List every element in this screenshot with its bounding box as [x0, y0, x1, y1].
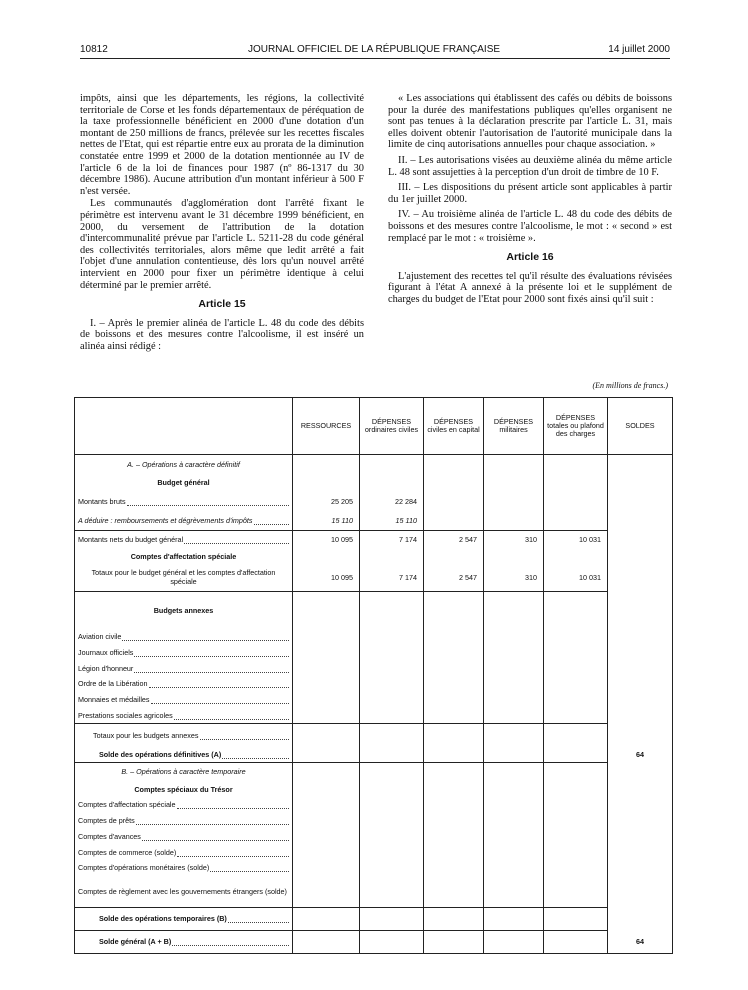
table-row-label: Comptes de prêts	[75, 813, 293, 829]
quoted-paragraph: « Les associations qui établissent des cafés ou débits de boissons pour la durée des manifestations publiques qu'elles organisent ne sont pas tenues à la déclaration prescrite par l'article L. 31, mais elles doivent obtenir l'autorisation de l'autorité municipale dans la limite de cinq autorisations annuelles pour chaque association. »	[388, 93, 672, 151]
header-depenses-ordinaires: DÉPENSES ordinaires civiles	[360, 398, 424, 455]
table-cell: 22 284	[360, 492, 424, 511]
table-row-label: Solde général (A + B)	[75, 930, 293, 953]
table-cell: 7 174	[360, 564, 424, 591]
page-number: 10812	[80, 44, 108, 55]
table-row-label: Aviation civile	[75, 629, 293, 645]
table-row-label: Comptes d'opérations monétaires (solde)	[75, 860, 293, 876]
header-rule	[80, 58, 670, 59]
paragraph: III. – Les dispositions du présent article sont applicables à partir du 1er juillet 2000.	[388, 182, 672, 205]
table-cell: 10 095	[293, 564, 360, 591]
table-row-label: Monnaies et médailles	[75, 692, 293, 708]
comptes-speciaux-title: Comptes spéciaux du Trésor	[75, 781, 293, 797]
header-soldes: SOLDES	[608, 398, 673, 455]
table-row-label: Comptes d'avances	[75, 828, 293, 844]
table-cell: 15 110	[360, 511, 424, 530]
table-cell: 2 547	[424, 530, 484, 549]
table-row-label: Montants nets du budget général	[75, 530, 293, 549]
budget-general-title: Budget général	[75, 473, 293, 492]
table-row-label: Solde des opérations temporaires (B)	[75, 907, 293, 930]
budget-table	[74, 397, 673, 954]
paragraph: II. – Les autorisations visées au deuxième alinéa du même article L. 48 sont assujetties à la perception d'un droit de timbre de 10 F.	[388, 154, 672, 178]
table-cell: 15 110	[293, 511, 360, 530]
table-cell: 10 031	[544, 564, 608, 591]
header-depenses-capital: DÉPENSES civiles en capital	[424, 398, 484, 455]
table-cell: 7 174	[360, 530, 424, 549]
table-row-label: Montants bruts	[75, 492, 293, 511]
header-depenses-totales: DÉPENSES totales ou plafond des charges	[544, 398, 608, 455]
table-row-label: Comptes de règlement avec les gouvernements étrangers (solde)	[75, 876, 293, 908]
header-depenses-militaires: DÉPENSES militaires	[484, 398, 544, 455]
article-15-title: Article 15	[198, 298, 246, 311]
table-cell: 10 095	[293, 530, 360, 549]
table-row-label: Comptes de commerce (solde)	[75, 844, 293, 860]
table-cell: 310	[484, 564, 544, 591]
comptes-affectation-title: Comptes d'affectation spéciale	[75, 549, 293, 564]
section-b-title: B. – Opérations à caractère temporaire	[75, 762, 293, 781]
table-row-label: Ordre de la Libération	[75, 676, 293, 692]
issue-date: 14 juillet 2000	[608, 44, 670, 55]
article-16-title: Article 16	[506, 251, 554, 264]
table-cell: 310	[484, 530, 544, 549]
journal-title: JOURNAL OFFICIEL DE LA RÉPUBLIQUE FRANÇAISE	[247, 44, 501, 55]
table-row-label: Prestations sociales agricoles	[75, 708, 293, 724]
right-column	[388, 93, 672, 306]
paragraph: Les communautés d'agglomération dont l'arrêté fixant le périmètre est intervenu avant le 31 décembre 1999 bénéficient, en 2000, du versement de l'attribution de la dotation d'intercommunalité prévue par l'article L. 5211-28 du code général des collectivités territoriales, alors même que ledit arrêté a fait l'objet d'une annulation contentieuse, dès lors qu'un nouvel arrêté intervient en 2000 pour fixer un périmètre identique à celui déterminé par le premier arrêté.	[80, 198, 364, 291]
table-row-label: Comptes d'affectation spéciale	[75, 797, 293, 813]
table-row-label: Solde des opérations définitives (A)	[75, 746, 293, 762]
section-a-title: A. – Opérations à caractère définitif	[75, 455, 293, 474]
table-cell: 2 547	[424, 564, 484, 591]
table-row-label: Légion d'honneur	[75, 660, 293, 676]
table-cell: 64	[608, 746, 673, 762]
table-row-label: Journaux officiels	[75, 645, 293, 661]
paragraph: impôts, ainsi que les départements, les régions, la collectivité territoriale de Corse et les fonds départementaux de péréquation de la taxe professionnelle bénéficient en 2000 d'une dotation d'un montant de 250 millions de francs, prélevée sur les recettes fiscales nettes de l'Etat, qui est répartie entre eux au prorata de la diminution constatée entre 1999 et 2000 de la dotation mentionnée au IV de l'article 6 de la loi de finances pour 1987 (nº 86-1317 du 30 décembre 1986). Aucune attribution d'un montant inférieur à 500 F n'est versée.	[80, 93, 364, 197]
table-cell: 64	[608, 930, 673, 953]
header-ressources: RESSOURCES	[293, 398, 360, 455]
paragraph: IV. – Au troisième alinéa de l'article L. 48 du code des débits de boissons et des mesures contre l'alcoolisme, le mot : « second » est remplacé par le mot : « troisième ».	[388, 209, 672, 244]
table-row-label: A déduire : remboursements et dégrèvements d'impôts	[75, 511, 293, 530]
left-column	[80, 93, 364, 352]
header-label	[75, 398, 293, 455]
table-cell: 10 031	[544, 530, 608, 549]
table-cell: 25 205	[293, 492, 360, 511]
table-row-label: Totaux pour les budgets annexes	[75, 723, 293, 746]
paragraph: L'ajustement des recettes tel qu'il résulte des évaluations révisées figurant à l'état A annexé à la présente loi et le supplément de charges du budget de l'Etat pour 2000 sont fixés ainsi qu'il suit :	[388, 270, 672, 305]
table-row-label: Totaux pour le budget général et les comptes d'affectation spéciale	[75, 564, 293, 591]
budgets-annexes-title: Budgets annexes	[75, 591, 293, 629]
paragraph: I. – Après le premier alinéa de l'article L. 48 du code des débits de boissons et des mesures contre l'alcoolisme, il est inséré un alinéa ainsi rédigé :	[80, 317, 364, 352]
unit-note: (En millions de francs.)	[592, 381, 668, 390]
